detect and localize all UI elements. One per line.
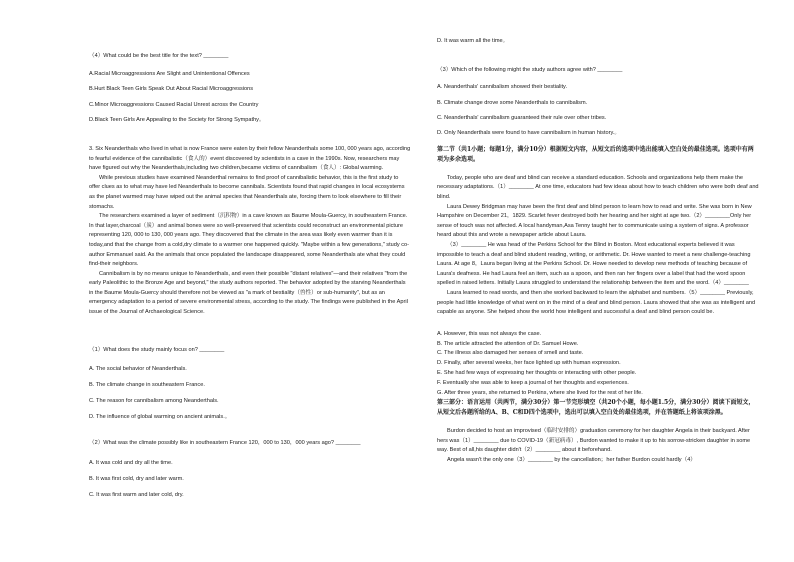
- option-c: C.Minor Microaggressions Caused Racial Unrest across the Country: [89, 101, 259, 108]
- part-3-header: 第三部分：语言运用（共两节，满分30分）第一节完形填空（共20个小题，每小题1.5分，满分30分）阅读下面短文，从短文后各题所给的A、B、C和D四个选项中，选出可以填入空白处的最佳选项，并在答题纸上将该项涂黑。: [437, 399, 755, 417]
- option-b: B. Climate change drove some Neanderthals to cannibalism.: [437, 99, 588, 106]
- passage-paragraph: While previous studies have examined Neanderthal remains to find proof of cannibalistic behavior, this is the first study to offer clues as to what may have led Neanderthals to become cannibals. Scientists found that rapid changes in local ecosystems as the planet warmed may have wiped out the animal species that Neanderthals ate, forcing them to look elsewhere to fill their stomachs.: [89, 174, 405, 210]
- passage-paragraph: The researchers examined a layer of sediment（沉积物）in a cave known as Baume Moula-Guercy, in southeastern France. In that layer,charcoal（炭）and animal bones were so well-preserved that scientists could reconstruct an environmental picture representing 120, 000 to 130, 000 years ago. They discovered that the climate in the area was likely even warmer than it is today,and that the change from a cold,dry climate to a warmer one happened quickly. "Maybe within a few generations," study co-author Emmanuel said. As the animals that once populated the landscape disappeared, some Neanderthals ate what they could find-their neighbors.: [89, 213, 409, 268]
- passage-3: [89, 145, 411, 318]
- passage-paragraph: Laura learned to read words, and then she worked backward to learn the alphabet and numbers.（5）________ Previously, people had little knowledge of what went on in the mind of a deaf and blind person. Laura showed that she was as intelligent and capable as anyone. She helped show the world how intelligent and successful a deaf and blind person could be.: [437, 289, 756, 316]
- option-a: A. It was cold and dry all the time.: [89, 459, 173, 466]
- passage-paragraph: （3）________ He was head of the Perkins School for the Blind in Boston. Most educational experts believed it was impossible to teach a deaf and blind student reading, writing, or arithmetic. Dr. Howe wanted to meet a new challenge-teaching Laura. At age 8，Laura began living at the Perkins School. Dr. Howe needed to develop new methods of teaching because of Laura's deafness. He had Laura feel an item, such as a spoon, and then ran her fingers over a label that had the word spoon spelled in raised letters. Initially Laura struggled to understand the relationship between the item and the word.（4）________: [437, 241, 751, 287]
- question-2: [89, 439, 411, 503]
- option-c: C. The illness also damaged her senses of smell and taste.: [437, 350, 584, 357]
- option-d-continued: D. It was warm all the time。: [437, 38, 509, 44]
- option-a: A. Neanderthals' cannibalism showed their bestiality.: [437, 84, 567, 91]
- passage-paragraph: Cannibalism is by no means unique to Neanderthals, and even their possible "distant relatives"—and their relatives "from the early Paleolithic to the Bronze Age and beyond," the study authors reported. The behavior adopted by the starving Neanderthals in the Baume Moula-Guercy should therefore not be viewed as "a mark of bestiality（兽性）or sub-humanity", but as an emergency adaptation to a period of severe environmental stress, according to the study. The findings were published in the April issue of the Journal of Archaeological Science.: [89, 270, 408, 316]
- passage-paragraph: 3. Six Neanderthals who lived in what is now France were eaten by their fellow Neanderthals some 100, 000 years ago, according to fearful evidence of the cannibalistic（食人的）event discovered by scientists in a cave in the 1990s. Now, researchers may have figured out why the Neanderthals,including two children,became victims of cannibalism（食人）: Global warming.: [89, 145, 411, 172]
- passage-paragraph: Burdon decided to host an improvised（临时安排的）graduation ceremony for her daughter Angela in their backyard. After hers was（1）________ due to COVID-19（新冠病毒）, Burdon wanted to make it up to his sorrow-stricken daughter in some way. Best of all,his daughter didn't（2）________ about it beforehand.: [437, 428, 751, 454]
- option-a: A. However, this was not always the case.: [437, 330, 542, 337]
- option-c: C. The reason for cannibalism among Neanderthals.: [89, 398, 219, 405]
- question-stem: （4）What could be the best title for the text? ________: [89, 53, 229, 59]
- option-a: A.Racial Microaggressions Are Slight and Unintentional Offences: [89, 70, 250, 77]
- option-d: D. Finally, after several weeks, her face lighted up with human expression.: [437, 360, 621, 367]
- question-stem: （3）Which of the following might the study authors agree with? ________: [437, 66, 623, 73]
- option-d: D. Only Neanderthals were found to have cannibalism in human history.。: [437, 130, 621, 137]
- left-column: [89, 0, 411, 503]
- option-g: G. After three years, she returned to Perkins, where she lived for the rest of her life.: [437, 389, 643, 396]
- passage-paragraph: Today, people who are deaf and blind can receive a standard education. Schools and organizations help them make the necessary adaptations.（1）________ At one time, educators had few ideas about how to teach children who were both deaf and blind.: [437, 174, 759, 200]
- option-b: B.Hurt Black Teen Girls Speak Out About Racial Microaggressions: [89, 86, 254, 93]
- question-stem: （2）What was the climate possibly like in southeastern France 120，000 to 130，000 years ago? ________: [89, 440, 361, 447]
- option-f: F. Eventually she was able to keep a journal of her thoughts and experiences.: [437, 379, 629, 386]
- right-column: [437, 0, 759, 466]
- option-d: D. The influence of global warming on ancient animals.。: [89, 414, 231, 421]
- passage-paragraph: Laura Dewey Bridgman may have been the first deaf and blind person to learn how to read and write. She was born in New Hampshire on December 21，1829. Scarlet fever destroyed both her hearing and her sight at age two.（2）________Only her sense of touch was not affected. A local handyman,Asa Tenny taught her to communicate using a system of signs. A professor heard about this and wrote a newspaper article about Laura.: [437, 203, 752, 239]
- passage-deaf-blind: [437, 174, 759, 318]
- option-c: C. It was first warm and later cold, dry.: [89, 491, 184, 498]
- question-stem: （1）What does the study mainly focus on? ________: [89, 346, 225, 353]
- cloze-passage: [437, 427, 759, 465]
- passage-paragraph: Angela wasn't the only one（3）________ by the cancellation；her father Burdon could hardly（4）: [447, 457, 696, 464]
- option-e: E. She had few ways of expressing her thoughts or interacting with other people.: [437, 369, 637, 376]
- section-2-header: 第二节（共1小题；每题1分，满分10分）根据短文内容，从短文后的选项中选出能填入空白处的最佳选项。选项中有两项为多余选项。: [437, 145, 754, 163]
- question-3: [437, 66, 759, 142]
- option-b: B. The article attracted the attention of Dr. Samuel Howe.: [437, 340, 579, 347]
- option-d: D.Black Teen Girls Are Appealing to the Society for Strong Sympathy。: [89, 117, 265, 124]
- option-b: B. It was first cold, dry and later warm.: [89, 475, 184, 482]
- option-b: B. The climate change in southeastern France.: [89, 382, 205, 389]
- question-1: [89, 346, 411, 426]
- question-4: [89, 52, 411, 129]
- answer-options: [437, 330, 759, 399]
- option-a: A. The social behavior of Neanderthals.: [89, 366, 187, 373]
- option-c: C. Neanderthals' cannibalism guaranteed their rule over other tribes.: [437, 115, 607, 121]
